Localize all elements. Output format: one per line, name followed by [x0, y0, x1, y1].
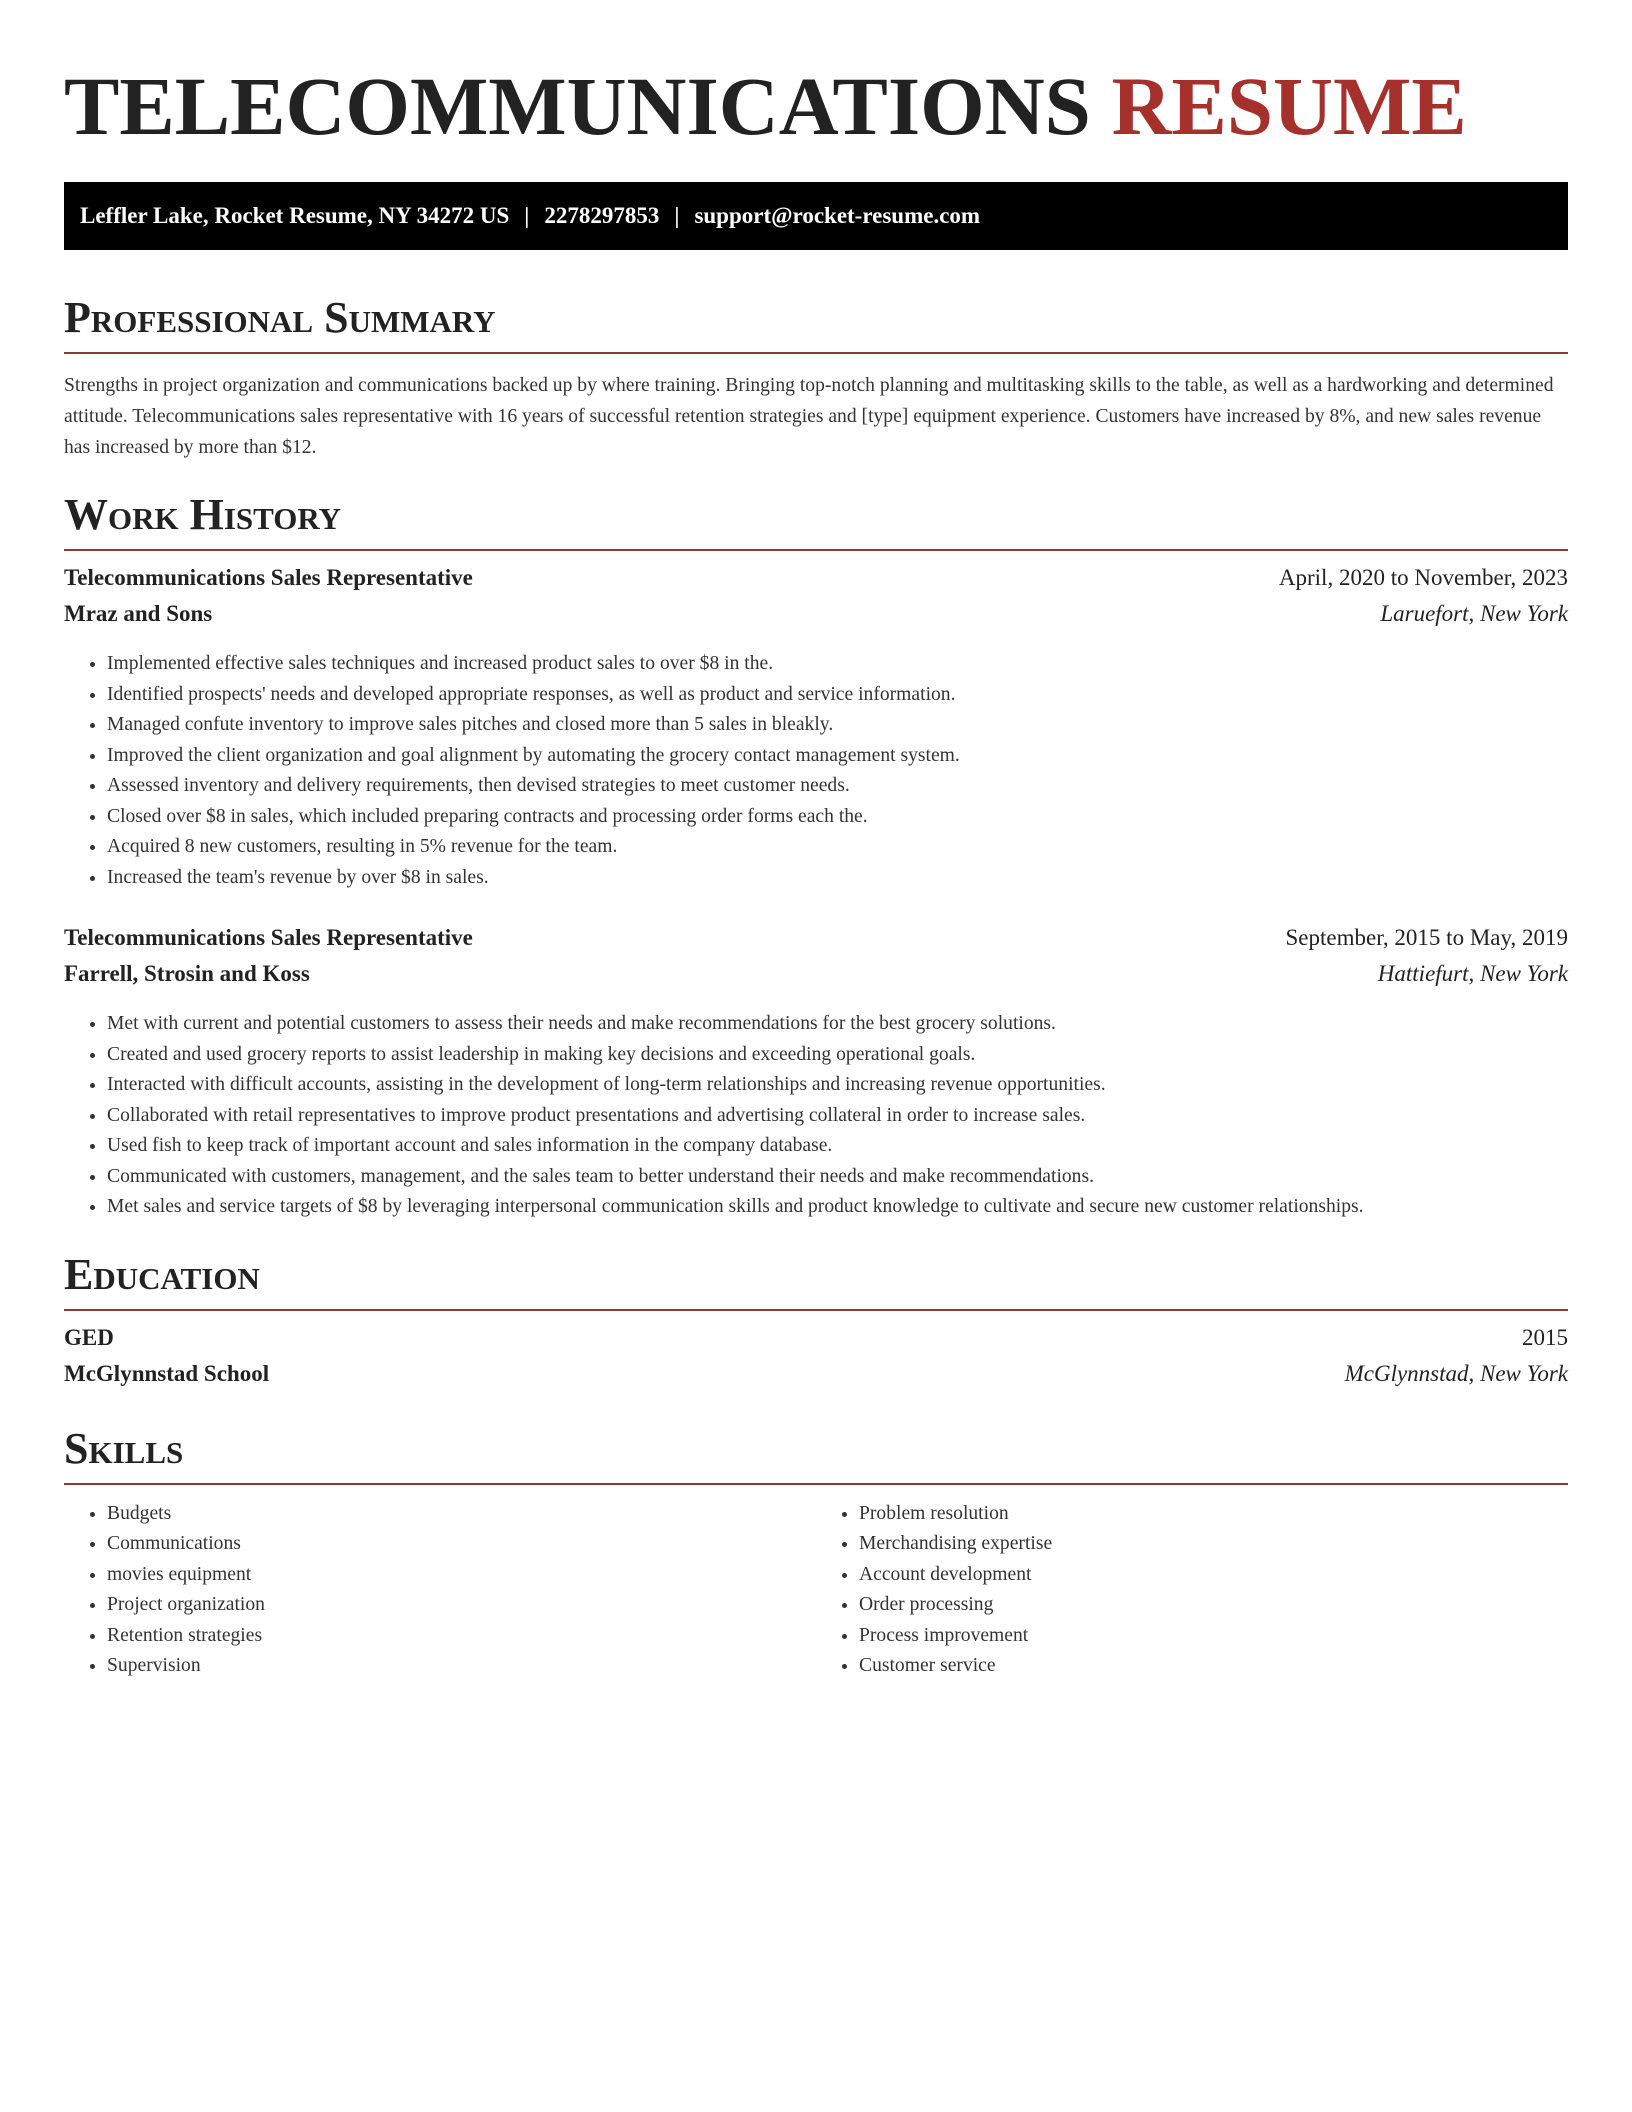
- list-item: • Acquired 8 new customers, resulting in 5% revenue for the team.: [107, 832, 1568, 863]
- section-heading-skills: Skills: [64, 1423, 184, 1473]
- list-item: • Improved the client organization and goal alignment by automating the grocery contact management system.: [107, 741, 1568, 772]
- list-item: • Interacted with difficult accounts, assisting in the development of long-term relationships and increasing revenue opportunities.: [107, 1070, 1568, 1101]
- list-item: • Assessed inventory and delivery requirements, then devised strategies to meet customer needs.: [107, 771, 1568, 802]
- list-item: • Collaborated with retail representatives to improve product presentations and advertising collateral in order to increase sales.: [107, 1101, 1568, 1132]
- education-degree-row: [64, 1325, 1568, 1361]
- list-item: • Met with current and potential customers to assess their needs and make recommendations for the best grocery solutions.: [107, 1009, 1568, 1040]
- list-item: • Closed over $8 in sales, which included preparing contracts and processing order forms each the.: [107, 802, 1568, 833]
- list-item: • Communicated with customers, management, and the sales team to better understand their needs and make recommendations.: [107, 1162, 1568, 1193]
- education-school: McGlynnstad School: [64, 1360, 270, 1386]
- job-location: Hattiefurt, New York: [1377, 961, 1568, 986]
- education-school-row: [64, 1361, 1568, 1397]
- job-header-row: [64, 925, 1568, 961]
- contact-separator: |: [524, 203, 530, 228]
- skill-item: • Account development: [859, 1560, 1568, 1591]
- job-company-row: [64, 961, 1568, 997]
- list-item: • Increased the team's revenue by over $8 in sales.: [107, 863, 1568, 894]
- skills-list-left: [64, 1499, 816, 1682]
- contact-phone: 2278297853: [544, 203, 660, 228]
- list-item: • Met sales and service targets of $8 by leveraging interpersonal communication skills and product knowledge to cultivate and secure new customer relationships.: [107, 1192, 1568, 1223]
- job-title: Telecommunications Sales Representative: [64, 565, 473, 590]
- contact-address: Leffler Lake, Rocket Resume, NY 34272 US: [80, 203, 510, 228]
- job-header-row: [64, 565, 1568, 601]
- skill-item: • Customer service: [859, 1651, 1568, 1682]
- list-item: • Identified prospects' needs and developed appropriate responses, as well as product and service information.: [107, 680, 1568, 711]
- skill-item: • Supervision: [107, 1651, 816, 1682]
- summary-text: Strengths in project organization and communications backed up by where training. Bringing top-notch planning and multitasking skills to the table, as well as a hardworking and determined attitude. Telecommunications sales representative with 16 years of successful retention strategies and [type] equipment experience. Customers have increased by 8%, and new sales revenue has increased by more than $12.: [64, 375, 1554, 458]
- skills-list-right: [816, 1499, 1568, 1682]
- section-divider: [64, 352, 1568, 354]
- skills-grid: [64, 1499, 1568, 1682]
- education-location: McGlynnstad, New York: [1344, 1360, 1568, 1386]
- section-divider: [64, 1309, 1568, 1311]
- job-bullet-list: [64, 649, 1568, 893]
- job-dates: September, 2015 to May, 2019: [1285, 925, 1568, 950]
- section-heading-summary: Professional Summary: [64, 293, 496, 342]
- title-part-1: TELECOMMUNICATIONS: [64, 60, 1091, 152]
- section-heading-education: Education: [64, 1249, 260, 1299]
- skill-item: • Retention strategies: [107, 1621, 816, 1652]
- list-item: • Used fish to keep track of important account and sales information in the company database.: [107, 1131, 1568, 1162]
- section-heading-work: Work History: [64, 490, 342, 539]
- education-year: 2015: [1522, 1324, 1568, 1350]
- job-dates: April, 2020 to November, 2023: [1278, 565, 1568, 590]
- list-item: • Managed confute inventory to improve sales pitches and closed more than 5 sales in bleakly.: [107, 710, 1568, 741]
- job-company: Mraz and Sons: [64, 601, 213, 626]
- list-item: • Created and used grocery reports to assist leadership in making key decisions and exceeding operational goals.: [107, 1040, 1568, 1071]
- education-section: [64, 1249, 1568, 1397]
- job-company: Farrell, Strosin and Koss: [64, 961, 310, 986]
- title-part-2: RESUME: [1111, 60, 1467, 152]
- job-entry: [64, 925, 1568, 1223]
- work-history-section: [64, 489, 1568, 1223]
- skill-item: • Communications: [107, 1529, 816, 1560]
- skill-item: • Budgets: [107, 1499, 816, 1530]
- contact-separator: |: [674, 203, 680, 228]
- professional-summary-section: [64, 292, 1568, 463]
- contact-bar: [64, 182, 1568, 250]
- skill-item: • Project organization: [107, 1590, 816, 1621]
- resume-title: [64, 56, 1568, 156]
- skill-item: • Order processing: [859, 1590, 1568, 1621]
- job-entry: [64, 565, 1568, 893]
- education-entry: [64, 1325, 1568, 1397]
- section-divider: [64, 549, 1568, 551]
- job-location: Laruefort, New York: [1380, 601, 1568, 626]
- job-bullet-list: [64, 1009, 1568, 1223]
- job-company-row: [64, 601, 1568, 637]
- skill-item: • Merchandising expertise: [859, 1529, 1568, 1560]
- skill-item: • Problem resolution: [859, 1499, 1568, 1530]
- section-divider: [64, 1483, 1568, 1485]
- skills-section: [64, 1423, 1568, 1682]
- education-degree: GED: [64, 1324, 114, 1350]
- skill-item: • Process improvement: [859, 1621, 1568, 1652]
- list-item: • Implemented effective sales techniques and increased product sales to over $8 in the.: [107, 649, 1568, 680]
- skill-item: • movies equipment: [107, 1560, 816, 1591]
- contact-email: support@rocket-resume.com: [694, 203, 981, 228]
- job-title: Telecommunications Sales Representative: [64, 925, 473, 950]
